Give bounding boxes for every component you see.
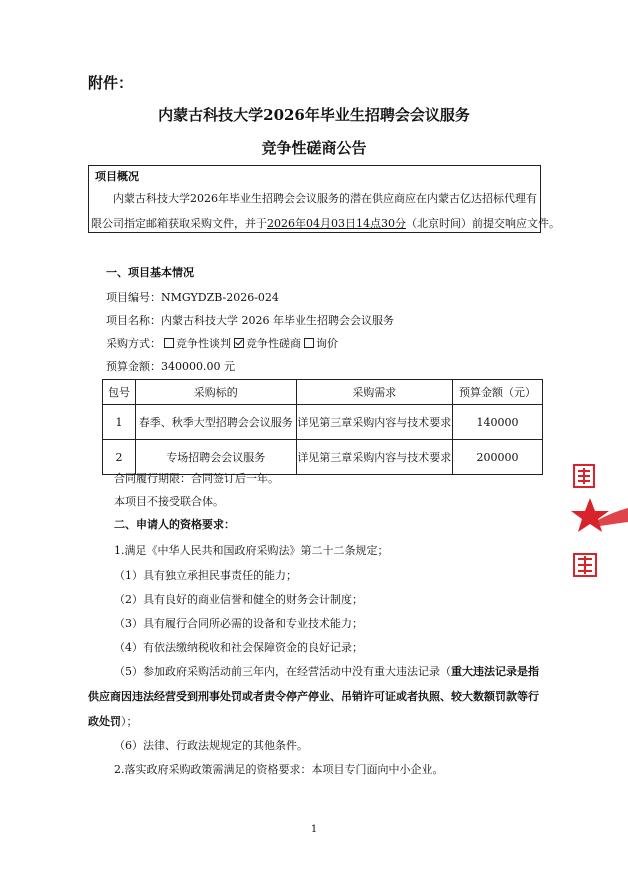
qualification-sub-6: （6）法律、行政法规规定的其他条件。 — [114, 739, 308, 752]
qualification-sub-5-line1 — [114, 663, 539, 679]
qualification-sub-5-line3 — [88, 713, 138, 729]
header-package-no: 包号 — [103, 380, 136, 405]
cell-budget: 200000 — [453, 440, 543, 475]
package-table — [102, 379, 543, 475]
contract-period: 合同履行期限：合同签订后一年。 — [114, 472, 279, 485]
sub5-bold-end: 政处罚 — [88, 715, 121, 728]
cell-subject: 春季、秋季大型招聘会会议服务 — [135, 405, 296, 440]
header-subject: 采购标的 — [135, 380, 296, 405]
overview-paragraph-line2 — [91, 215, 560, 231]
sub5-bold-start: 重大违法记录是指 — [451, 665, 539, 678]
method-option-inquiry: 询价 — [316, 337, 338, 350]
red-seal-stamp — [568, 462, 628, 588]
overview-paragraph-line1: 内蒙古科技大学2026年毕业生招聘会会议服务的潜在供应商应在内蒙古亿达招标代理有 — [113, 192, 537, 205]
method-option-consultation: 竞争性磋商 — [246, 337, 301, 350]
sub5-post: ）； — [121, 715, 138, 728]
no-consortium: 本项目不接受联合体。 — [114, 495, 224, 508]
procurement-method — [106, 335, 338, 351]
page-subtitle: 竞争性磋商公告 — [261, 139, 367, 157]
checkbox-negotiation — [164, 338, 174, 348]
project-number: 项目编号：NMGYDZB-2026-024 — [106, 291, 279, 304]
page-number: 1 — [310, 824, 318, 835]
project-overview-box — [88, 165, 560, 233]
method-option-negotiation: 竞争性谈判 — [176, 337, 231, 350]
qualification-sub-1: （1）具有独立承担民事责任的能力； — [114, 569, 297, 582]
table-header-row — [103, 380, 543, 405]
cell-budget: 140000 — [453, 405, 543, 440]
qualification-item-1: 1.满足《中华人民共和国政府采购法》第二十二条规定； — [114, 544, 389, 557]
section1-heading: 一、项目基本情况 — [106, 266, 194, 279]
project-name: 项目名称：内蒙古科技大学 2026 年毕业生招聘会会议服务 — [106, 314, 394, 327]
qualification-sub-5-line2: 供应商因违法经营受到刑事处罚或者责令停产停业、吊销许可证或者执照、较大数额罚款等行 — [88, 690, 539, 703]
checkbox-consultation — [234, 338, 244, 348]
overview-heading: 项目概况 — [95, 170, 139, 183]
attachment-label: 附件： — [88, 74, 134, 92]
cell-requirement: 详见第三章采购内容与技术要求 — [296, 440, 453, 475]
cell-package-no: 1 — [103, 405, 136, 440]
seal-top-text-shape — [574, 465, 594, 487]
cell-subject: 专场招聘会会议服务 — [135, 440, 296, 475]
section2-heading: 二、申请人的资格要求： — [114, 518, 235, 531]
seal-ring-arc — [598, 508, 628, 526]
submission-deadline: 2026年04月03日14点30分 — [267, 217, 406, 230]
qualification-sub-4: （4）有依法缴纳税收和社会保障资金的良好记录； — [114, 641, 363, 654]
page-title: 内蒙古科技大学2026年毕业生招聘会会议服务 — [158, 106, 470, 124]
header-requirement: 采购需求 — [296, 380, 453, 405]
method-label: 采购方式： — [106, 337, 161, 350]
seal-bottom-text-shape — [574, 554, 596, 576]
sub5-pre: （5）参加政府采购活动前三年内，在经营活动中没有重大违法记录（ — [114, 665, 451, 678]
overview-line2-pre: 限公司指定邮箱获取采购文件，并于 — [91, 217, 267, 230]
cell-package-no: 2 — [103, 440, 136, 475]
qualification-sub-3: （3）具有履行合同所必需的设备和专业技术能力； — [114, 617, 363, 630]
header-budget: 预算金额（元） — [453, 380, 543, 405]
qualification-item-2: 2.落实政府采购政策需满足的资格要求：本项目专门面向中小企业。 — [114, 763, 444, 776]
budget-amount: 预算金额：340000.00 元 — [106, 360, 235, 373]
seal-star — [571, 498, 609, 532]
qualification-sub-2: （2）具有良好的商业信誉和健全的财务会计制度； — [114, 593, 363, 606]
checkbox-inquiry — [304, 338, 314, 348]
table-row — [103, 405, 543, 440]
cell-requirement: 详见第三章采购内容与技术要求 — [296, 405, 453, 440]
overview-line2-post: （北京时间）前提交响应文件。 — [405, 217, 560, 230]
